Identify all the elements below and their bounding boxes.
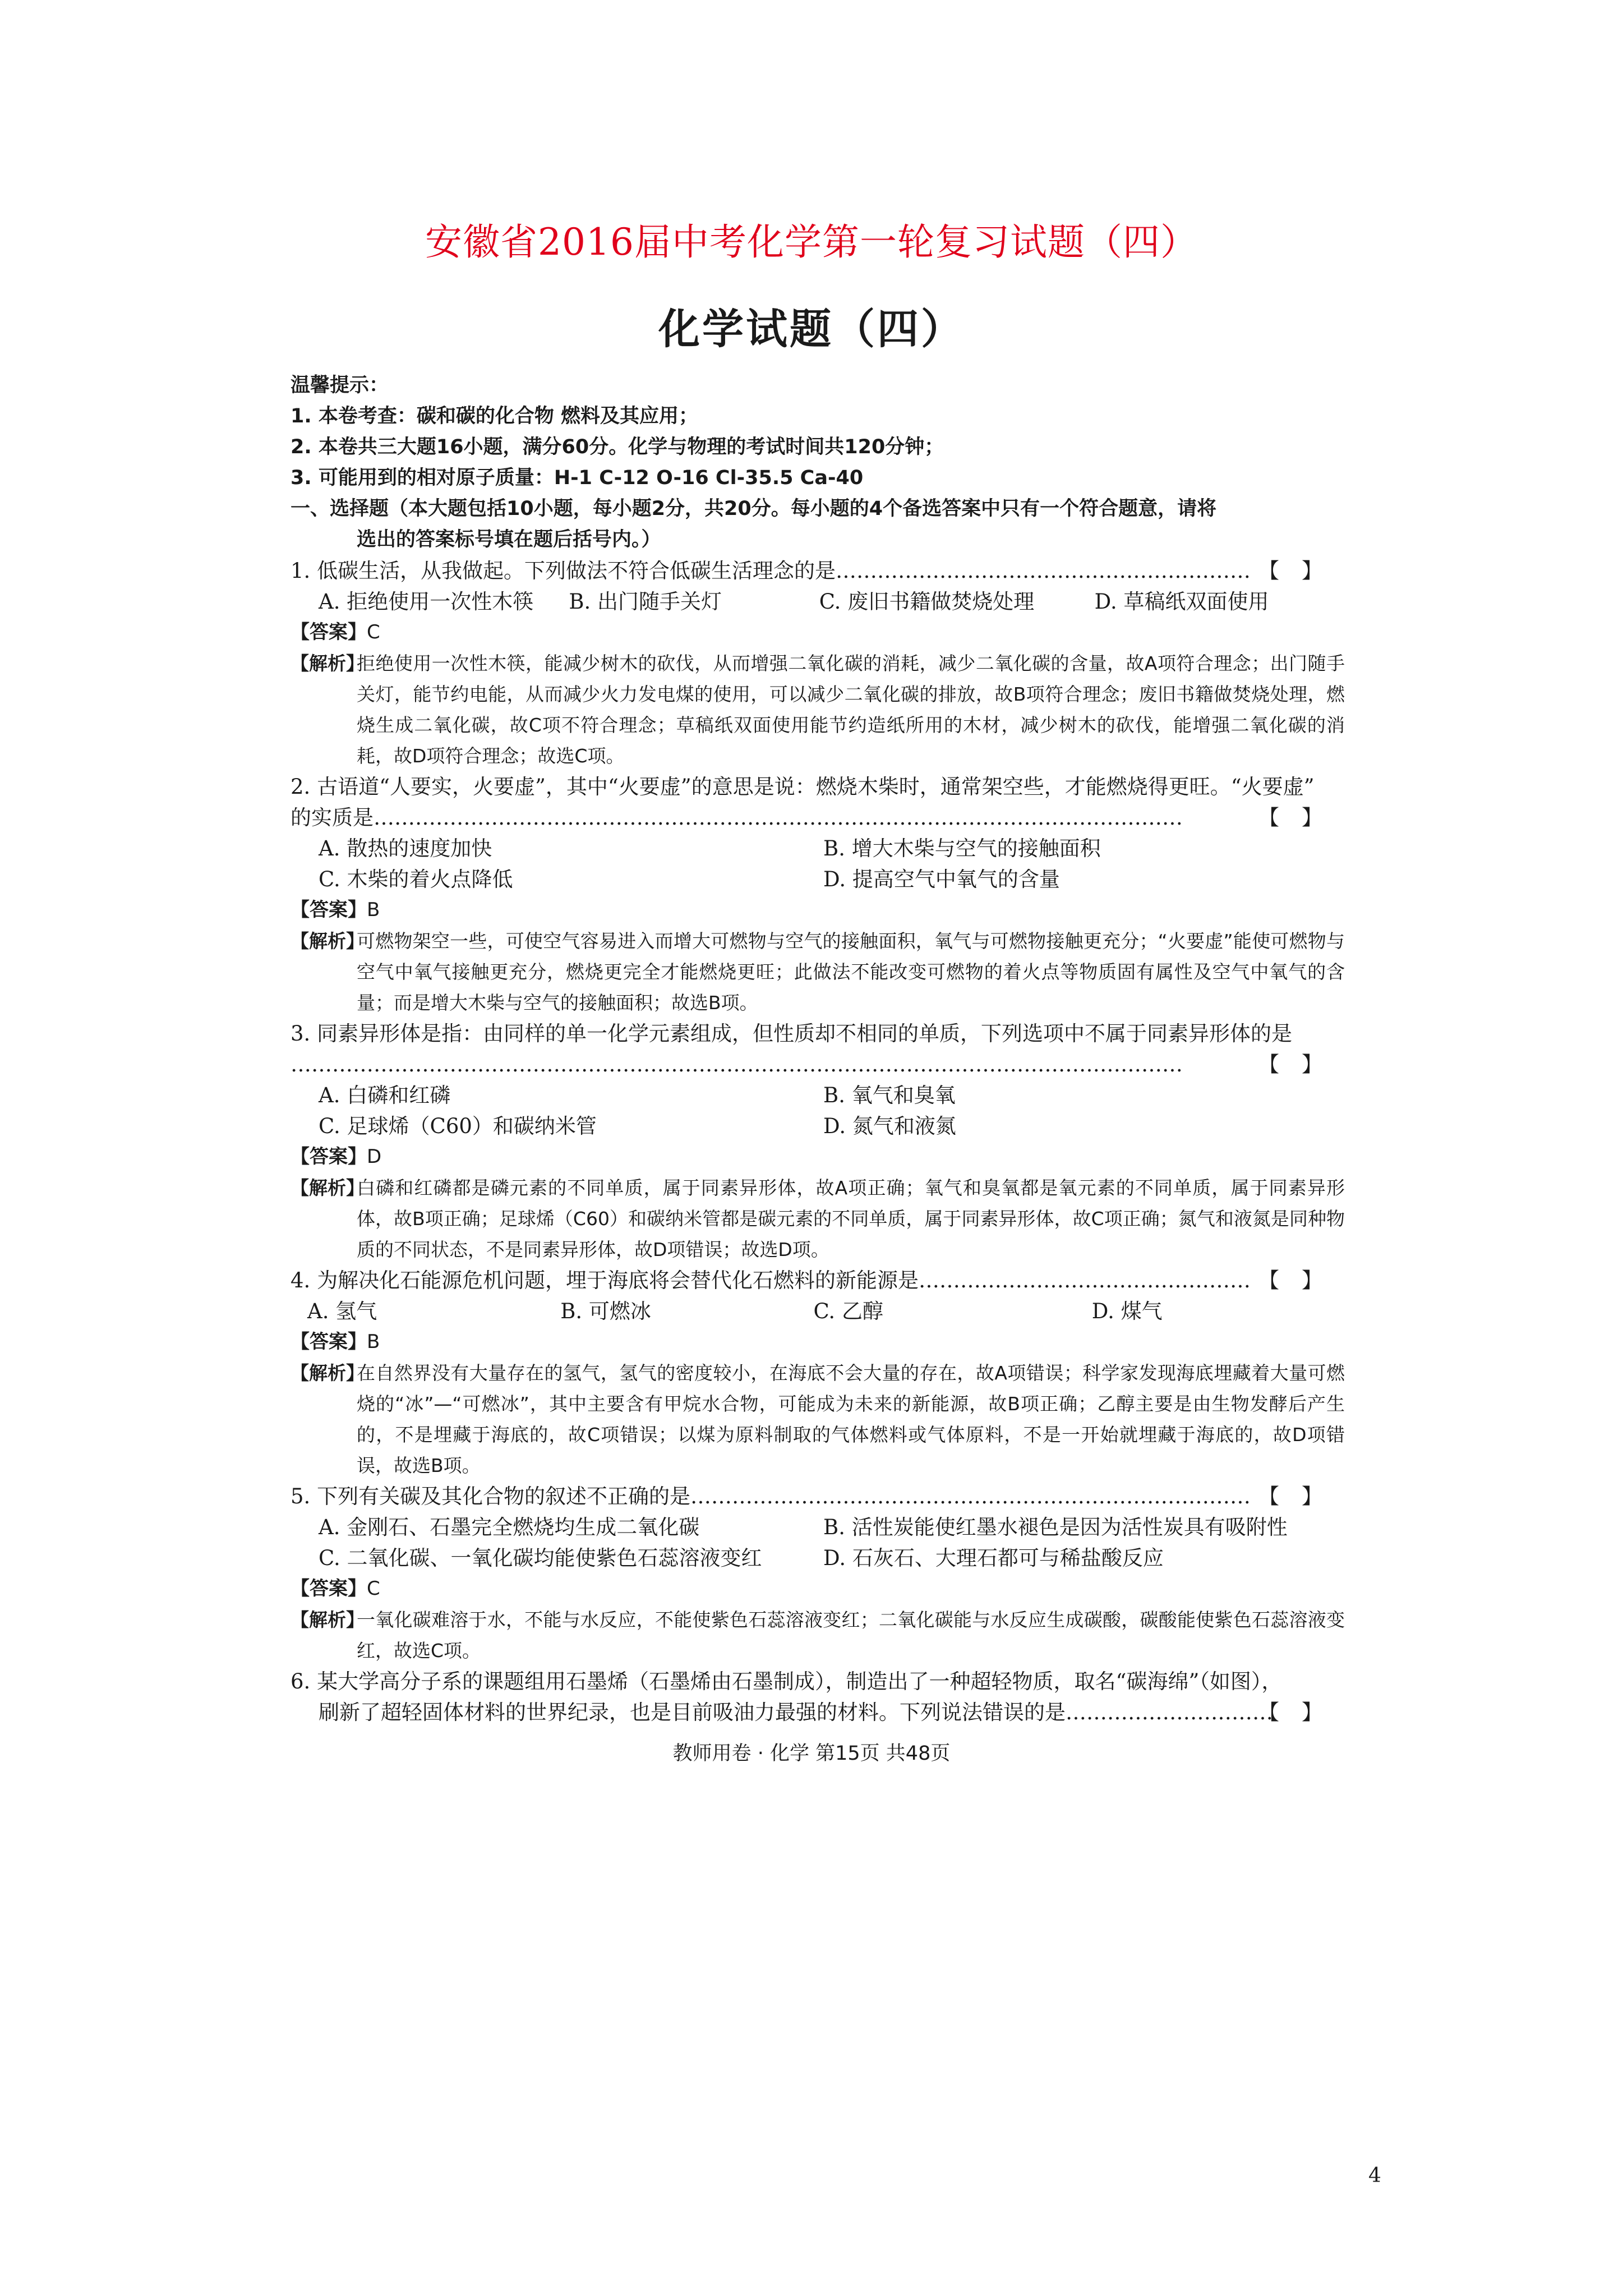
question-stem: 5. 下列有关碳及其化合物的叙述不正确的是……………………………………………………………………… — [291, 1484, 1251, 1508]
option-c: C. 乙醇 — [813, 1299, 883, 1323]
option-a: A. 白磷和红磷 — [319, 1083, 451, 1107]
question-stem-cont: 刷新了超轻固体材料的世界纪录，也是目前吸油力最强的材料。下列说法错误的是………………………… — [319, 1700, 1273, 1724]
tips-block — [291, 370, 1345, 494]
explanation-tag: 【解析】 — [291, 1362, 365, 1384]
answer-value: D — [367, 1145, 382, 1168]
answer-bracket: 【】 — [1258, 1700, 1345, 1724]
tips-line: 1. 本卷考查：碳和碳的化合物 燃料及其应用； — [291, 405, 699, 427]
question-1 — [291, 555, 1345, 771]
question-3 — [291, 1018, 1345, 1265]
document-body — [291, 370, 1345, 1728]
option-b: B. 氧气和臭氧 — [823, 1083, 956, 1107]
question-stem-cont: 的实质是……………………………………………………………………………………………………… — [291, 806, 1183, 830]
question-6 — [291, 1666, 1345, 1728]
explanation-tag: 【解析】 — [291, 652, 365, 674]
page-header: 安徽省2016届中考化学第一轮复习试题（四） — [425, 220, 1198, 264]
question-stem: 4. 为解决化石能源危机问题，埋于海底将会替代化石燃料的新能源是………………………………………… — [291, 1268, 1251, 1292]
explanation-tag: 【解析】 — [291, 1177, 365, 1199]
explanation — [291, 1172, 1345, 1265]
option-d: D. 草稿纸双面使用 — [1094, 590, 1269, 614]
page-title: 化学试题（四） — [658, 305, 965, 353]
explanation — [291, 648, 1345, 771]
explanation-tag: 【解析】 — [291, 1609, 365, 1631]
explanation-text: 拒绝使用一次性木筷，能减少树木的砍伐，从而增强二氧化碳的消耗，减少二氧化碳的含量，故A项符合理念；出门随手关灯，能节约电能，从而减少火力发电煤的使用，可以减少二氧化碳的排放，故B项符合理念；废旧书籍做焚烧处理，燃烧生成二氧化碳，故C项不符合理念；草稿纸双面使用能节约造纸所用的木材，减少树木的砍伐，能增强二氧化碳的消耗，故D项符合理念；故选C项。 — [357, 652, 1345, 767]
answer-value: C — [367, 621, 380, 643]
question-stem: 2. 古语道“人要实，火要虚”，其中“火要虚”的意思是说：燃烧木柴时，通常架空些，才能燃烧得更旺。“火要虚” — [291, 775, 1315, 799]
question-stem: 1. 低碳生活，从我做起。下列做法不符合低碳生活理念的是…………………………………………………… — [291, 559, 1251, 583]
answer-value: B — [367, 899, 380, 921]
option-b: B. 增大木柴与空气的接触面积 — [823, 836, 1101, 861]
answer-tag: 【答案】 — [291, 1331, 367, 1353]
question-stem-cont: ………………………………………………………………………………………………………………… — [291, 1052, 1183, 1076]
question-4 — [291, 1265, 1345, 1481]
tips-line: 2. 本卷共三大题16小题，满分60分。化学与物理的考试时间共120分钟； — [291, 436, 944, 458]
explanation-text: 白磷和红磷都是磷元素的不同单质，属于同素异形体，故A项正确；氧气和臭氧都是氧元素的不同单质，属于同素异形体，故B项正确；足球烯（C60）和碳纳米管都是碳元素的不同单质，属于同素异形体，故C项正确；氮气和液氮是同种物质的不同状态，不是同素异形体，故D项错误；故选D项。 — [357, 1177, 1345, 1260]
option-b: B. 活性炭能使红墨水褪色是因为活性炭具有吸附性 — [823, 1515, 1288, 1539]
answer-bracket: 【】 — [1258, 1484, 1345, 1508]
answer-line — [291, 1327, 1345, 1358]
answer-line — [291, 895, 1345, 926]
options — [291, 1080, 1345, 1142]
page-footer: 教师用卷 · 化学 第15页 共48页 — [672, 1742, 951, 1765]
answer-tag: 【答案】 — [291, 1577, 367, 1600]
answer-tag: 【答案】 — [291, 1145, 367, 1168]
explanation-text: 可燃物架空一些，可使空气容易进入而增大可燃物与空气的接触面积，氧气与可燃物接触更充分；“火要虚”能使可燃物与空气中氧气接触更充分，燃烧更完全才能燃烧更旺；此做法不能改变可燃物的着火点等物质固有属性及空气中氧气的含量；而是增大木柴与空气的接触面积；故选B项。 — [357, 930, 1345, 1014]
option-c: C. 二氧化碳、一氧化碳均能使紫色石蕊溶液变红 — [319, 1546, 762, 1570]
option-b: B. 可燃冰 — [560, 1299, 651, 1323]
option-a: A. 散热的速度加快 — [319, 836, 492, 861]
option-b: B. 出门随手关灯 — [569, 590, 722, 614]
option-d: D. 氮气和液氮 — [823, 1114, 956, 1138]
option-c: C. 木柴的着火点降低 — [319, 867, 513, 891]
explanation-tag: 【解析】 — [291, 930, 365, 952]
explanation — [291, 1604, 1345, 1666]
answer-bracket: 【】 — [1258, 1268, 1345, 1292]
options — [291, 586, 1345, 617]
explanation — [291, 1358, 1345, 1481]
options — [291, 833, 1345, 895]
question-2 — [291, 771, 1345, 1018]
answer-line — [291, 617, 1345, 648]
answer-value: C — [367, 1577, 380, 1600]
explanation — [291, 926, 1345, 1018]
option-a: A. 金刚石、石墨完全燃烧均生成二氧化碳 — [319, 1515, 700, 1539]
option-c: C. 废旧书籍做焚烧处理 — [819, 590, 1035, 614]
answer-value: B — [367, 1331, 380, 1353]
section-line: 一、选择题（本大题包括10小题，每小题2分，共20分。每小题的4个备选答案中只有一个符合题意，请将 — [291, 498, 1217, 520]
question-stem: 6. 某大学高分子系的课题组用石墨烯（石墨烯由石墨制成），制造出了一种超轻物质，取名“碳海绵”（如图）， — [291, 1669, 1283, 1694]
option-d: D. 石灰石、大理石都可与稀盐酸反应 — [823, 1546, 1164, 1570]
question-stem: 3. 同素异形体是指：由同样的单一化学元素组成，但性质却不相同的单质，下列选项中不属于同素异形体的是 — [291, 1022, 1293, 1046]
option-a: A. 氢气 — [307, 1299, 377, 1323]
section-heading — [291, 494, 1345, 555]
answer-line — [291, 1142, 1345, 1172]
section-line: 选出的答案标号填在题后括号内。） — [357, 528, 661, 551]
answer-line — [291, 1573, 1345, 1604]
options — [291, 1512, 1345, 1573]
question-5 — [291, 1481, 1345, 1666]
option-c: C. 足球烯（C60）和碳纳米管 — [319, 1114, 597, 1138]
tips-heading: 温馨提示： — [291, 374, 389, 397]
option-d: D. 煤气 — [1091, 1299, 1163, 1323]
answer-bracket: 【】 — [1258, 559, 1345, 583]
answer-tag: 【答案】 — [291, 621, 367, 643]
page-number: 4 — [1368, 2164, 1381, 2187]
answer-tag: 【答案】 — [291, 899, 367, 921]
option-a: A. 拒绝使用一次性木筷 — [319, 590, 534, 614]
option-d: D. 提高空气中氧气的含量 — [823, 867, 1060, 891]
tips-line: 3. 可能用到的相对原子质量：H-1 C-12 O-16 Cl-35.5 Ca-40 — [291, 467, 864, 489]
options — [291, 1296, 1345, 1327]
explanation-text: 在自然界没有大量存在的氢气，氢气的密度较小，在海底不会大量的存在，故A项错误；科学家发现海底埋藏着大量可燃烧的“冰”—“可燃冰”，其中主要含有甲烷水合物，可能成为未来的新能源，故B项正确；乙醇主要是由生物发酵后产生的，不是埋藏于海底的，故C项错误；以煤为原料制取的气体燃料或气体原料，不是一开始就埋藏于海底的，故D项错误，故选B项。 — [357, 1362, 1345, 1476]
answer-bracket: 【】 — [1258, 806, 1345, 830]
answer-bracket: 【】 — [1258, 1052, 1345, 1076]
explanation-text: 一氧化碳难溶于水，不能与水反应，不能使紫色石蕊溶液变红；二氧化碳能与水反应生成碳酸，碳酸能使紫色石蕊溶液变红，故选C项。 — [357, 1609, 1345, 1662]
